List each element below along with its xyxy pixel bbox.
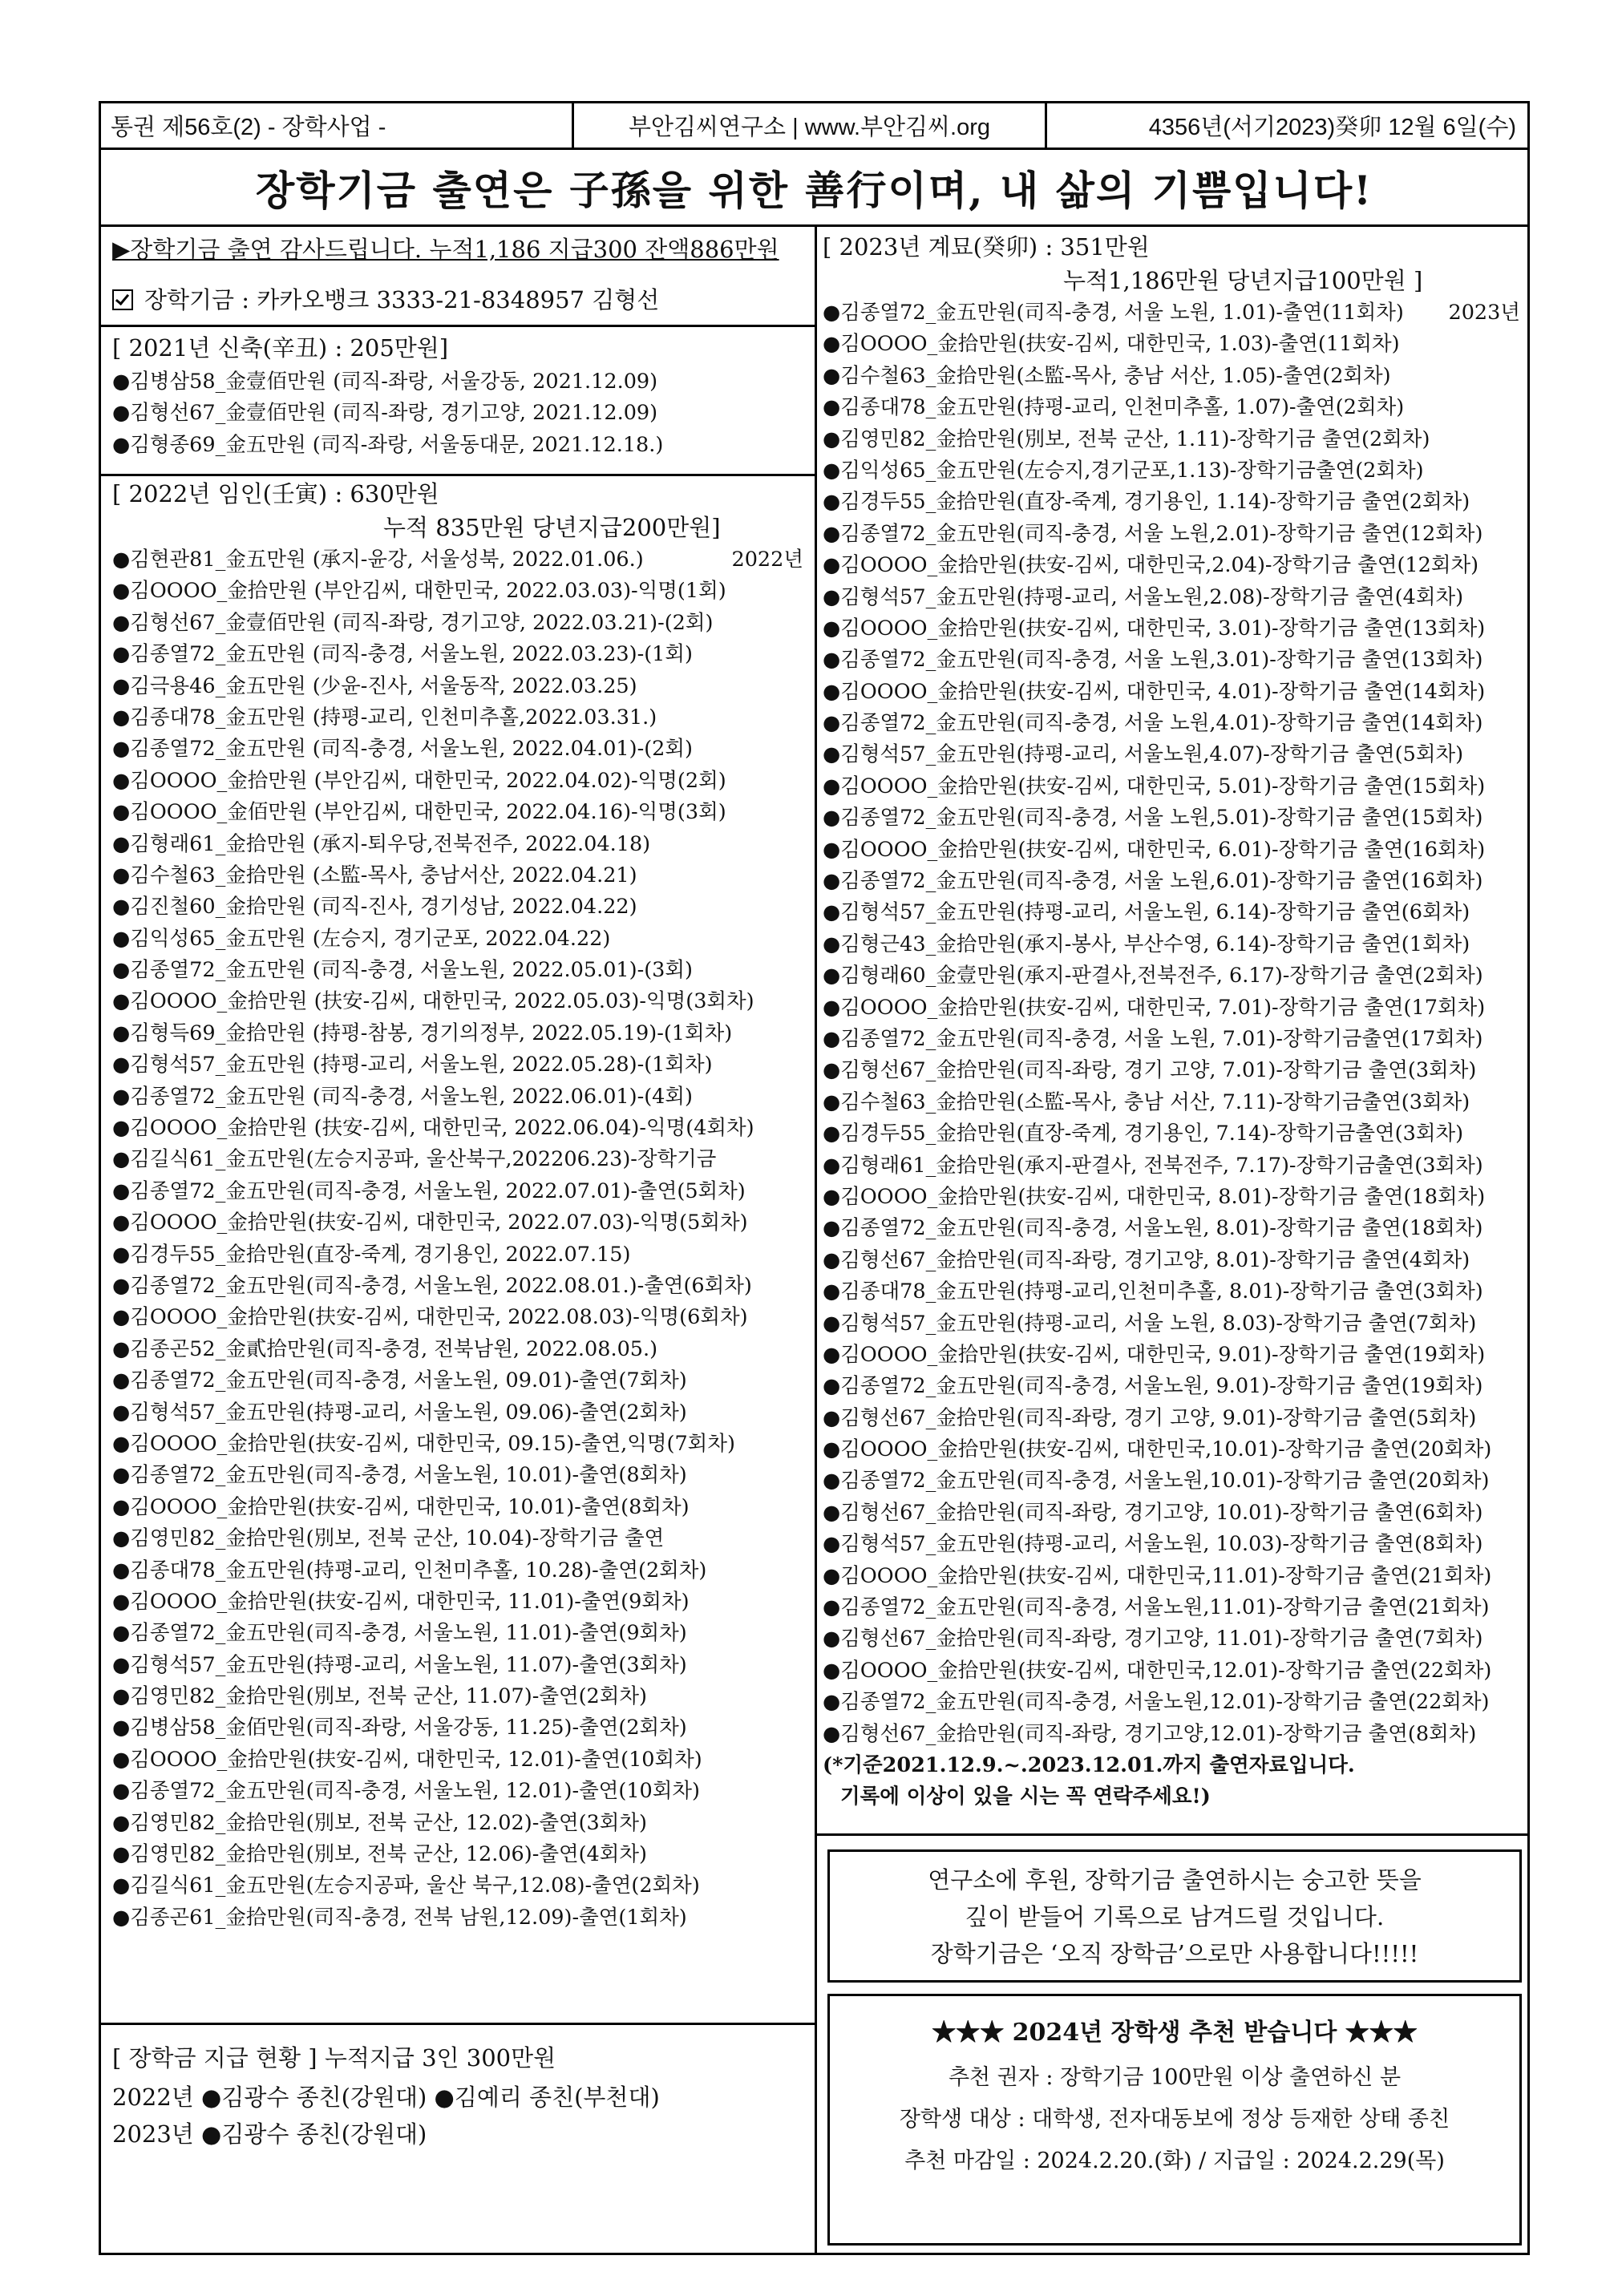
list-item: ●김OOOO_金拾만원(扶安-김씨, 대한민국, 9.01)-장학기금 출연(19회차): [823, 1342, 1486, 1367]
page-title: 장학기금 출연은 子孫을 위한 善行이며, 내 삶의 기쁨입니다!: [101, 150, 1527, 227]
list-item: ●김종열72_金五만원(司직-충경, 서울 노원,2.01)-장학기금 출연(12회차): [823, 521, 1483, 546]
list-item: ●김OOOO_金拾만원(扶安-김씨, 대한민국, 11.01)-출연(9회차): [112, 1589, 690, 1614]
list-item: ●김형석57_金五만원(持평-교리, 서울 노원, 8.03)-장학기금 출연(7회차): [823, 1311, 1477, 1336]
list-item: ●김형석57_金五만원(持평-교리, 서울노원,4.07)-장학기금 출연(5회차): [823, 742, 1464, 767]
list-item: ●김OOOO_金拾만원 (부안김씨, 대한민국, 2022.04.02)-익명(2회): [112, 768, 726, 793]
list-item: ●김종열72_金五만원(司직-충경, 서울노원, 10.01)-출연(8회차): [112, 1463, 687, 1488]
checkbox-icon: [112, 289, 133, 310]
list-item: ●김OOOO_金佰만원 (부안김씨, 대한민국, 2022.04.16)-익명(3회): [112, 800, 726, 825]
list-item: ●김형선67_金拾만원(司직-좌랑, 경기고양,12.01)-장학기금 출연(8회차): [823, 1721, 1477, 1746]
list-item: ●김형래61_金拾만원(承지-판결사, 전북전주, 7.17)-장학기금출연(3회차): [823, 1153, 1483, 1178]
list-item: ●김형래60_金壹만원(承지-판결사,전북전주, 6.17)-장학기금 출연(2회차): [823, 964, 1483, 988]
list-item: ●김형종69_金五만원 (司직-좌랑, 서울동대문, 2021.12.18.): [112, 432, 664, 457]
left-divider-3: [101, 2023, 815, 2025]
date-label: 4356년(서기2023)癸卯 12월 6일(수): [1148, 115, 1516, 140]
list-item: ●김형선67_金拾만원(司직-좌랑, 경기고양, 8.01)-장학기금 출연(4회차): [823, 1247, 1470, 1272]
list-item: ●김영민82_金拾만원(別보, 전북 군산, 1.11)-장학기금 출연(2회차): [823, 426, 1430, 451]
note-line: (*기준2021.12.9.~.2023.12.01.까지 출연자료입니다.: [823, 1752, 1355, 1777]
list-item: ●김종열72_金五만원(司직-충경, 서울노원, 11.01)-출연(9회차): [112, 1621, 687, 1646]
list-item: ●김종대78_金五만원(持평-교리, 인천미추홀, 1.07)-출연(2회차): [823, 395, 1405, 420]
list-item: ●김OOOO_金拾만원(扶安-김씨, 대한민국, 4.01)-장학기금 출연(14회차): [823, 679, 1486, 704]
newsletter-page: [99, 101, 1530, 2255]
thanks-line: [112, 232, 808, 277]
list-item: ●김형석57_金五만원(持평-교리, 서울노원, 6.14)-장학기금 출연(6회차): [823, 900, 1470, 925]
list-item: ●김종열72_金五만원(司직-충경, 서울 노원, 1.01)-출연(11회차): [823, 301, 1404, 325]
recommend-title: ★★★ 2024년 장학생 추천 받습니다 ★★★: [932, 2019, 1418, 2047]
list-item: ●김종열72_金五만원 (司직-충경, 서울노원, 2022.06.01)-(4회): [112, 1084, 693, 1109]
list-item: ●김종대78_金五만원 (持평-교리, 인천미추홀,2022.03.31.): [112, 705, 657, 730]
list-item: ●김병삼58_金壹佰만원 (司직-좌랑, 서울강동, 2021.12.09): [112, 370, 658, 394]
list-item: ●김종열72_金五만원(司직-충경, 서울 노원,6.01)-장학기금 출연(16회차): [823, 869, 1483, 894]
recommend-line: 장학생 대상 : 대학생, 전자대동보에 정상 등재한 상태 종친: [899, 2107, 1450, 2132]
list-item: ●김형근43_金拾만원(承지-봉사, 부산수영, 6.14)-장학기금 출연(1회차): [823, 932, 1470, 956]
list-item: ●김경두55_金拾만원(直장-죽계, 경기용인, 2022.07.15): [112, 1242, 631, 1267]
list-item: ●김종열72_金五만원(司직-충경, 서울노원, 9.01)-장학기금 출연(19회차): [823, 1374, 1483, 1399]
list-item: ●김종열72_金五만원(司직-충경, 서울노원,11.01)-장학기금 출연(21회차): [823, 1595, 1490, 1620]
list-item: ●김종대78_金五만원(持평-교리,인천미추홀, 8.01)-장학기금 출연(3회차): [823, 1279, 1483, 1304]
list-item: ●김종곤61_金拾만원(司직-충경, 전북 남원,12.09)-출연(1회차): [112, 1905, 687, 1930]
list-item: ●김영민82_金拾만원(別보, 전북 군산, 11.07)-출연(2회차): [112, 1684, 647, 1709]
list-item: ●김익성65_金五만원(左승지,경기군포,1.13)-장학기금출연(2회차): [823, 458, 1424, 483]
list-item: ●김OOOO_金拾만원(扶安-김씨, 대한민국,2.04)-장학기금 출연(12회차): [823, 553, 1479, 578]
left-column: [112, 232, 808, 326]
list-item: ●김형석57_金五만원(持평-교리, 서울노원, 11.07)-출연(3회차): [112, 1652, 687, 1677]
list-item: ●김OOOO_金拾만원(扶安-김씨, 대한민국, 7.01)-장학기금 출연(17회차): [823, 995, 1486, 1020]
list-item: ●김극용46_金五만원 (少윤-진사, 서울동작, 2022.03.25): [112, 673, 637, 698]
list-item: ●김형래61_金拾만원 (承지-퇴우당,전북전주, 2022.04.18): [112, 831, 651, 856]
list-item: ●김형선67_金壹佰만원 (司직-좌랑, 경기고양, 2021.12.09): [112, 401, 658, 426]
list-item: ●김OOOO_金拾만원(扶安-김씨, 대한민국, 12.01)-출연(10회차): [112, 1747, 702, 1772]
list-item: ●김종열72_金五만원(司직-충경, 서울 노원,3.01)-장학기금 출연(13회차): [823, 648, 1483, 673]
list-item: ●김익성65_金五만원 (左승지, 경기군포, 2022.04.22): [112, 926, 611, 951]
list-item: ●김종열72_金五만원 (司직-충경, 서울노원, 2022.05.01)-(3회): [112, 958, 693, 983]
recommend-box: [827, 1994, 1522, 2245]
list-item: ●김OOOO_金拾만원 (부안김씨, 대한민국, 2022.03.03)-익명(1회): [112, 579, 726, 604]
list-item: ●김OOOO_金拾만원(扶安-김씨, 대한민국,10.01)-장학기금 출연(20회차): [823, 1437, 1492, 1462]
section-2023: [823, 230, 1525, 1813]
list-item: ●김형득69_金拾만원 (持평-참봉, 경기의정부, 2022.05.19)-(1회차): [112, 1021, 733, 1045]
list-item: ●김OOOO_金拾만원(扶安-김씨, 대한민국, 09.15)-출연,익명(7회차): [112, 1431, 735, 1456]
list-item: ●김OOOO_金拾만원(扶安-김씨, 대한민국, 1.03)-출연(11회차): [823, 332, 1400, 357]
section-heading: [ 2021년 신축(辛丑) : 205만원]: [112, 334, 449, 362]
thanks-box-line: 연구소에 후원, 장학기금 출연하시는 숭고한 뜻을: [928, 1866, 1422, 1894]
right-divider: [815, 1833, 1530, 1836]
list-item: ●김형선67_金拾만원(司직-좌랑, 경기고양, 11.01)-장학기금 출연(7회차): [823, 1627, 1483, 1651]
list-item: ●김OOOO_金拾만원 (扶安-김씨, 대한민국, 2022.06.04)-익명(4회차): [112, 1116, 754, 1141]
list-item: ●김종열72_金五만원(司직-충경, 서울 노원,5.01)-장학기금 출연(15회차): [823, 806, 1483, 831]
list-item: ●김OOOO_金拾만원 (扶安-김씨, 대한민국, 2022.05.03)-익명(3회차): [112, 989, 754, 1014]
account-line: [112, 277, 808, 326]
thanks-box-line: 장학기금은 ‘오직 장학금’으로만 사용합니다!!!!!: [930, 1940, 1419, 1967]
recommend-line: 추천 마감일 : 2024.2.20.(화) / 지급일 : 2024.2.29(목): [904, 2148, 1445, 2173]
list-item: ●김종열72_金五만원(司직-충경, 서울노원, 8.01)-장학기금 출연(18회차): [823, 1216, 1483, 1241]
list-item: ●김OOOO_金拾만원(扶安-김씨, 대한민국, 10.01)-출연(8회차): [112, 1494, 690, 1519]
list-item: ●김종열72_金五만원(司직-충경, 서울노원, 2022.08.01.)-출연(6회차): [112, 1273, 752, 1298]
list-item: ●김종열72_金五만원 (司직-충경, 서울노원, 2022.04.01)-(2회): [112, 737, 693, 762]
left-divider-1: [101, 325, 815, 327]
list-item: ●김영민82_金拾만원(別보, 전북 군산, 10.04)-장학기금 출연: [112, 1526, 665, 1551]
list-item: ●김형선67_金拾만원(司직-좌랑, 경기 고양, 7.01)-장학기금 출연(3회차): [823, 1058, 1477, 1083]
section-heading: [ 2023년 계묘(癸卯) : 351만원: [823, 233, 1150, 261]
section-2022: [112, 477, 808, 1934]
list-item: ●김길식61_金五만원(左승지공파, 울산 북구,12.08)-출연(2회차): [112, 1874, 700, 1898]
header-bar: [101, 103, 1527, 150]
list-item: ●김수철63_金拾만원(소監-목사, 충남 서산, 1.05)-출연(2회차): [823, 363, 1391, 388]
section-summary: 누적1,186만원 당년지급100만원 ]: [1063, 267, 1423, 294]
list-item: ●김종열72_金五만원(司직-충경, 서울노원, 2022.07.01)-출연(5회차): [112, 1178, 746, 1203]
list-item: ●김경두55_金拾만원(直장-죽계, 경기용인, 1.14)-장학기금 출연(2회차): [823, 490, 1470, 515]
list-item: ●김종열72_金五만원(司직-충경, 서울 노원,4.01)-장학기금 출연(14회차): [823, 711, 1483, 736]
thanks-box: [827, 1849, 1522, 1983]
column-divider: [815, 227, 817, 2255]
year-mark: 2023년: [1448, 301, 1520, 325]
list-item: ●김종대78_金五만원(持평-교리, 인천미추홀, 10.28)-출연(2회차): [112, 1558, 707, 1583]
list-item: ●김OOOO_金拾만원(扶安-김씨, 대한민국, 2022.07.03)-익명(5회차): [112, 1211, 748, 1235]
recommend-line: 추천 권자 : 장학기금 100만원 이상 출연하신 분: [948, 2065, 1402, 2090]
list-item: ●김OOOO_金拾만원(扶安-김씨, 대한민국, 5.01)-장학기금 출연(15회차): [823, 774, 1486, 798]
payment-section: [112, 2037, 808, 2152]
list-item: ●김형선67_金拾만원(司직-좌랑, 경기 고양, 9.01)-장학기금 출연(5회차): [823, 1405, 1477, 1430]
section-heading: [ 2022년 임인(壬寅) : 630만원: [112, 480, 439, 507]
list-item: ●김수철63_金拾만원(소監-목사, 충남 서산, 7.11)-장학기금출연(3회차): [823, 1089, 1470, 1114]
list-item: ●김OOOO_金拾만원(扶安-김씨, 대한민국,11.01)-장학기금 출연(21회차): [823, 1563, 1492, 1588]
list-item: ●김진철60_金拾만원 (司직-진사, 경기성남, 2022.04.22): [112, 895, 637, 920]
list-item: ●김경두55_金拾만원(直장-죽계, 경기용인, 7.14)-장학기금출연(3회차): [823, 1122, 1464, 1146]
payment-row: 2022년 ●김광수 종친(강원대) ●김예리 종친(부천대): [112, 2084, 660, 2111]
year-mark: 2022년: [731, 548, 803, 572]
list-item: ●김형석57_金五만원(持평-교리, 서울노원,2.08)-장학기금 출연(4회차): [823, 584, 1464, 609]
left-divider-2: [101, 474, 815, 476]
payment-row: 2023년 ●김광수 종친(강원대): [112, 2120, 427, 2148]
list-item: ●김OOOO_金拾만원(扶安-김씨, 대한민국, 8.01)-장학기금 출연(18회차): [823, 1184, 1486, 1209]
list-item: ●김종열72_金五만원(司직-충경, 서울노원,12.01)-장학기금 출연(22회차): [823, 1690, 1490, 1715]
list-2023-wrap: [823, 297, 1525, 1750]
list-item: ●김종열72_金五만원(司직-충경, 서울 노원, 7.01)-장학기금출연(17회차): [823, 1026, 1483, 1051]
list-item: ●김영민82_金拾만원(別보, 전북 군산, 12.06)-출연(4회차): [112, 1842, 647, 1867]
list-item: ●김형선67_金拾만원(司직-좌랑, 경기고양, 10.01)-장학기금 출연(6회차): [823, 1500, 1483, 1525]
list-item: ●김형석57_金五만원(持평-교리, 서울노원, 09.06)-출연(2회차): [112, 1400, 687, 1425]
list-2022-wrap: [112, 544, 808, 1934]
section-2021: [112, 329, 808, 461]
list-item: ●김OOOO_金拾만원(扶安-김씨, 대한민국, 6.01)-장학기금 출연(16회차): [823, 837, 1486, 862]
list-item: ●김현관81_金五만원 (承지-윤강, 서울성북, 2022.01.06.): [112, 548, 644, 572]
list-2023: [823, 297, 1525, 1750]
list-item: ●김영민82_金拾만원(別보, 전북 군산, 12.02)-출연(3회차): [112, 1810, 647, 1835]
thanks-text: ▶장학기금 출연 감사드립니다. 누적1,186 지급300 잔액886만원: [112, 236, 779, 263]
list-item: ●김OOOO_金拾만원(扶安-김씨, 대한민국, 3.01)-장학기금 출연(13회차): [823, 616, 1486, 641]
issue-label: 통권 제56호(2) - 장학사업 -: [101, 103, 574, 148]
list-item: ●김OOOO_金拾만원(扶安-김씨, 대한민국, 2022.08.03)-익명(6회차): [112, 1305, 748, 1330]
list-item: ●김형석57_金五만원(持평-교리, 서울노원, 10.03)-장학기금 출연(8회차): [823, 1532, 1483, 1557]
list-item: ●김형석57_金五만원 (持평-교리, 서울노원, 2022.05.28)-(1회차): [112, 1053, 713, 1077]
list-item: ●김형선67_金壹佰만원 (司직-좌랑, 경기고양, 2022.03.21)-(2회): [112, 610, 714, 635]
list-item: ●김OOOO_金拾만원(扶安-김씨, 대한민국,12.01)-장학기금 출연(22회차): [823, 1658, 1492, 1683]
list-item: ●김병삼58_金佰만원(司직-좌랑, 서울강동, 11.25)-출연(2회차): [112, 1716, 687, 1740]
list-item: ●김종열72_金五만원(司직-충경, 서울노원, 09.01)-출연(7회차): [112, 1368, 687, 1393]
list-item: ●김종열72_金五만원 (司직-충경, 서울노원, 2022.03.23)-(1회): [112, 642, 693, 667]
list-item: ●김종열72_金五만원(司직-충경, 서울노원, 12.01)-출연(10회차): [112, 1779, 700, 1804]
list-item: ●김수철63_金拾만원 (소監-목사, 충남서산, 2022.04.21): [112, 863, 637, 887]
list-item: ●김길식61_金五만원(左승지공파, 울산북구,202206.23)-장학기금: [112, 1147, 717, 1172]
list-2021: [112, 366, 808, 461]
list-item: ●김종열72_金五만원(司직-충경, 서울노원,10.01)-장학기금 출연(20회차): [823, 1469, 1490, 1494]
list-2022: [112, 544, 808, 1934]
note-line: 기록에 이상이 있을 시는 꼭 연락주세요!): [840, 1785, 1211, 1809]
section-summary: 누적 835만원 당년지급200만원]: [383, 514, 721, 541]
payment-heading: [ 장학금 지급 현황 ] 누적지급 3인 300만원: [112, 2044, 556, 2072]
list-item: ●김종곤52_金貳拾만원(司직-충경, 전북남원, 2022.08.05.): [112, 1336, 658, 1361]
account-text: 장학기금 : 카카오뱅크 3333-21-8348957 김형선: [144, 286, 660, 313]
thanks-box-line: 깊이 받들어 기록으로 남겨드릴 것입니다.: [965, 1903, 1385, 1930]
publisher-label: 부안김씨연구소 | www.부안김씨.org: [574, 103, 1047, 148]
